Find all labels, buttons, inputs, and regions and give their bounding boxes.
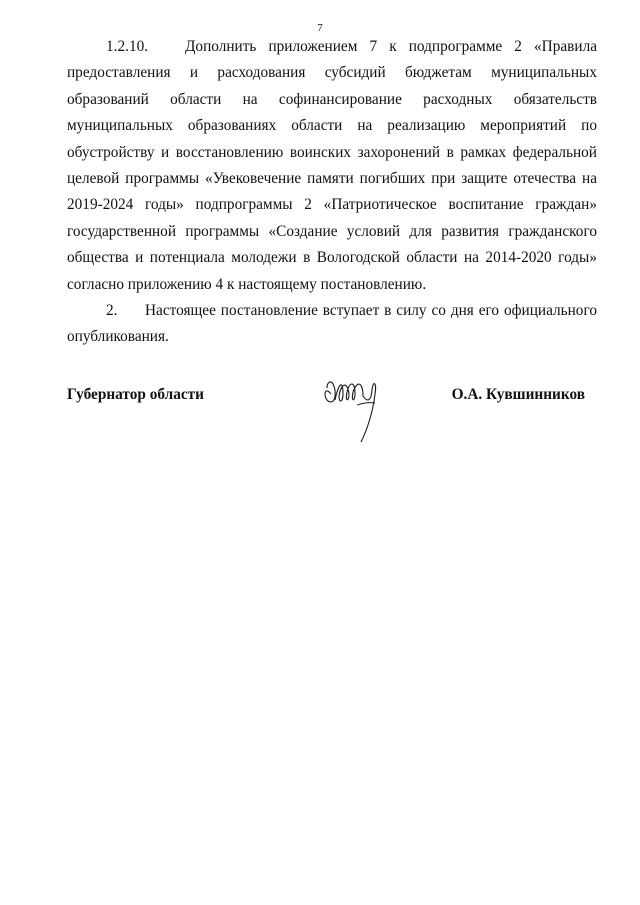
signatory-name: О.А. Кувшинников: [451, 386, 585, 403]
document-body: [67, 34, 597, 351]
signatory-title: Губернатор области: [67, 386, 204, 403]
signature-block: [67, 386, 597, 466]
handwritten-signature: [317, 372, 387, 447]
paragraph-number: 2.: [106, 302, 118, 320]
paragraph-text: Дополнить приложением 7 к подпрограмме 2 «Правила предоставления и расходования субсидий бюджетам муниципальных образований области на софинансирование расходных обязательств муниципальных образованиях области на реализацию мероприятий по обустройству и восстановлению воинских захоронений в рамках федеральной целевой программы «Увековечение памяти погибших при защите отечества на 2019-2024 годы» подпрограммы 2 «Патриотическое воспитание граждан» государственной программы «Создание условий для развития гражданского общества и потенциала молодежи в Вологодской области на 2014-2020 годы» согласно приложению 4 к настоящему постановлению.: [67, 38, 597, 293]
paragraph-2: [67, 298, 597, 351]
page-number: 7: [317, 22, 323, 34]
paragraph-number: 1.2.10.: [106, 38, 149, 55]
paragraph-text: Настоящее постановление вступает в силу со дня его официального опубликования.: [67, 302, 597, 346]
paragraph-1-2-10: [67, 34, 597, 298]
